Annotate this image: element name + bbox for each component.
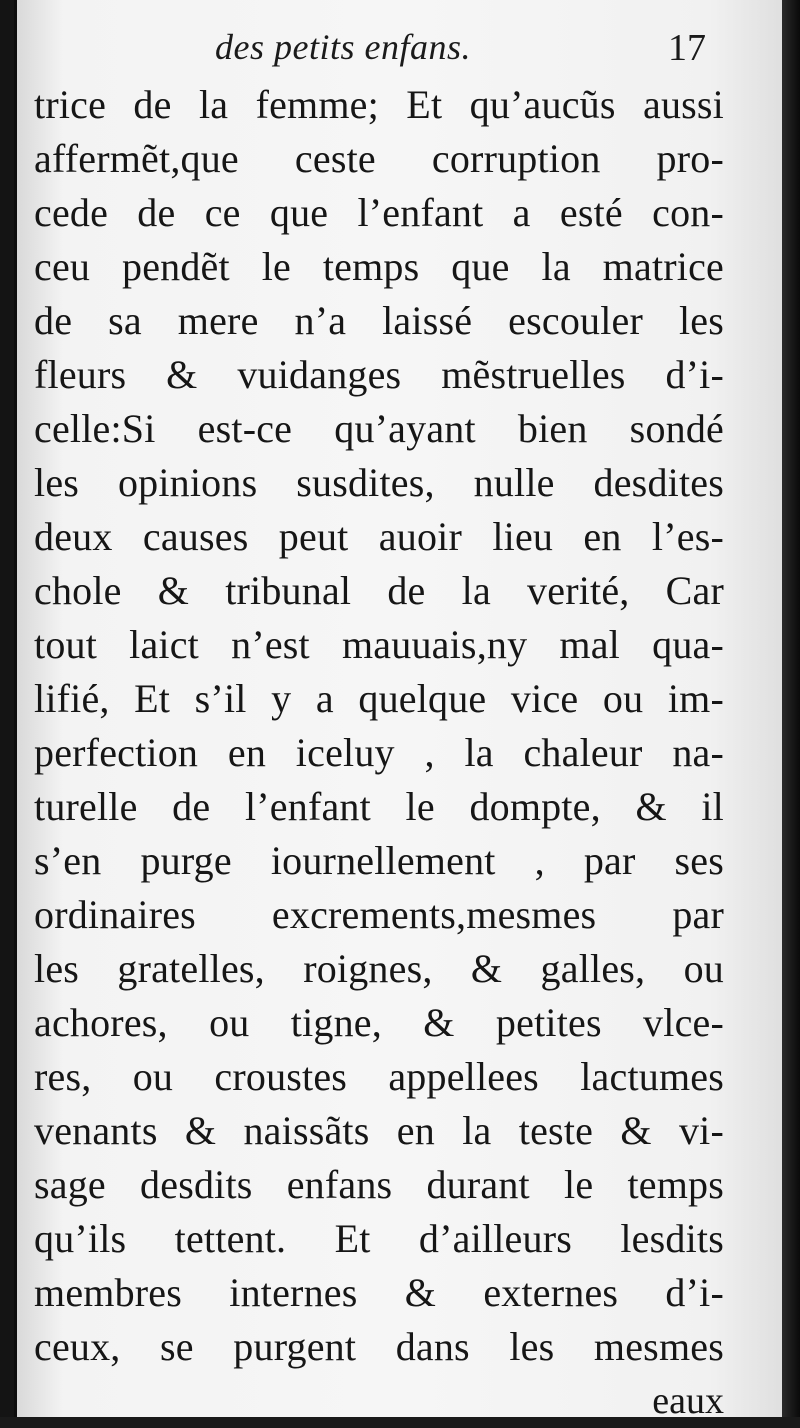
catchword: eaux bbox=[652, 1380, 724, 1422]
page-header bbox=[0, 26, 800, 74]
page-number: 17 bbox=[668, 27, 706, 69]
text-line: ceux, se purgent dans les mesmes bbox=[34, 1324, 724, 1369]
text-line: affermẽt,que ceste corruption pro- bbox=[34, 136, 724, 181]
text-line: qu’ils tettent. Et d’ailleurs lesdits bbox=[34, 1216, 724, 1261]
text-line: de sa mere n’a laissé escouler les bbox=[34, 298, 724, 343]
text-line: tout laict n’est mauuais,ny mal qua- bbox=[34, 622, 724, 667]
text-line: res, ou croustes appellees lactumes bbox=[34, 1054, 724, 1099]
page-edge-shadow bbox=[782, 0, 800, 1417]
text-line: chole & tribunal de la verité, Car bbox=[34, 568, 724, 613]
text-line: turelle de l’enfant le dompte, & il bbox=[34, 784, 724, 829]
text-line: venants & naissãts en la teste & vi- bbox=[34, 1108, 724, 1153]
text-line: deux causes peut auoir lieu en l’es- bbox=[34, 514, 724, 559]
text-line: sage desdits enfans durant le temps bbox=[34, 1162, 724, 1207]
text-line: les opinions susdites, nulle desdites bbox=[34, 460, 724, 505]
text-line: perfection en iceluy , la chaleur na- bbox=[34, 730, 724, 775]
text-line: les gratelles, roignes, & galles, ou bbox=[34, 946, 724, 991]
text-line: ceu pendẽt le temps que la matrice bbox=[34, 244, 724, 289]
body-text bbox=[34, 78, 724, 1428]
text-line: s’en purge iournellement , par ses bbox=[34, 838, 724, 883]
text-line: achores, ou tigne, & petites vlce- bbox=[34, 1000, 724, 1045]
text-line: lifié, Et s’il y a quelque vice ou im- bbox=[34, 676, 724, 721]
text-line: membres internes & externes d’i- bbox=[34, 1270, 724, 1315]
text-line: celle:Si est-ce qu’ayant bien sondé bbox=[34, 406, 724, 451]
running-title: des petits enfans. bbox=[215, 27, 471, 67]
text-line: trice de la femme; Et qu’aucũs aussi bbox=[34, 82, 724, 127]
text-line: fleurs & vuidanges mẽstruelles d’i- bbox=[34, 352, 724, 397]
text-line: cede de ce que l’enfant a esté con- bbox=[34, 190, 724, 235]
text-line: ordinaires excrements,mesmes par bbox=[34, 892, 724, 937]
